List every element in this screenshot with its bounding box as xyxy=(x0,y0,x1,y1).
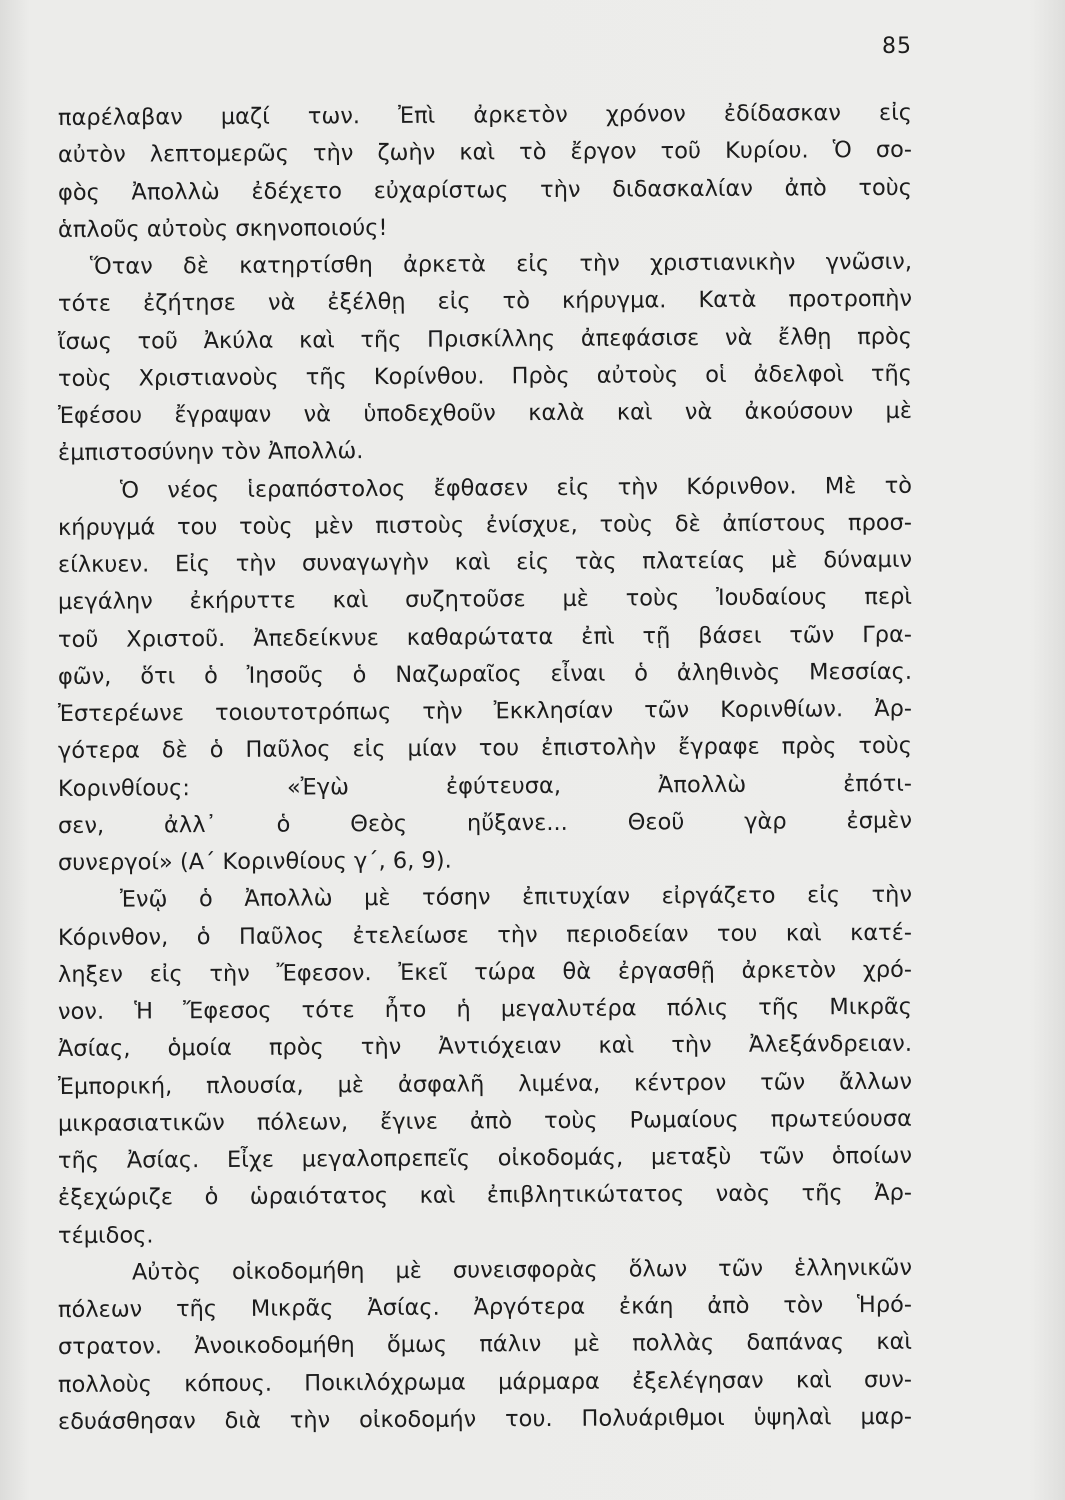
text-line: αὐτὸν λεπτομερῶς τὴν ζωὴν καὶ τὸ ἔργον τοῦ Κυρίου. Ὁ σο- xyxy=(57,137,913,169)
text-line: φὸς Ἀπολλὼ ἐδέχετο εὐχαρίστως τὴν διδασκαλίαν ἀπὸ τοὺς xyxy=(57,174,913,206)
text-line: μικρασιατικῶν πόλεων, ἔγινε ἀπὸ τοὺς Ρωμαίους πρωτεύουσα xyxy=(57,1105,913,1137)
text-line: ἐμπιστοσύνην τὸν Ἀπολλώ. xyxy=(57,438,364,467)
text-line: Ἐμπορική, πλουσία, μὲ ἀσφαλῆ λιμένα, κέντρον τῶν ἄλλων xyxy=(57,1068,913,1100)
text-line: Κόρινθον, ὁ Παῦλος ἐτελείωσε τὴν περιοδείαν του καὶ κατέ- xyxy=(57,919,913,951)
text-line: Κορινθίους: «Ἐγὼ ἐφύτευσα, Ἀπολλὼ ἐπότι- xyxy=(57,770,913,802)
text-line: ληξεν εἰς τὴν Ἔφεσον. Ἐκεῖ τώρα θὰ ἐργασθῇ ἀρκετὸν χρό- xyxy=(57,956,913,988)
text-line: κήρυγμά του τοὺς μὲν πιστοὺς ἐνίσχυε, τοὺς δὲ ἀπίστους προσ- xyxy=(57,509,913,541)
text-line: Αὐτὸς οἰκοδομήθη μὲ συνεισφορὰς ὅλων τῶν ἑλληνικῶν xyxy=(131,1254,913,1286)
text-line: φῶν, ὅτι ὁ Ἰησοῦς ὁ Ναζωραῖος εἶναι ὁ ἀληθινὸς Μεσσίας. xyxy=(57,658,913,690)
text-line: μεγάλην ἐκήρυττε καὶ συζητοῦσε μὲ τοὺς Ἰουδαίους περὶ xyxy=(57,584,913,616)
text-line: ἐξεχώριζε ὁ ὡραιότατος καὶ ἐπιβλητικώτατος ναὸς τῆς Ἀρ- xyxy=(57,1180,913,1212)
text-line: τότε ἐζήτησε νὰ ἐξέλθῃ εἰς τὸ κήρυγμα. Κατὰ προτροπὴν xyxy=(57,286,913,318)
text-line: ἴσως τοῦ Ἀκύλα καὶ τῆς Πρισκίλλης ἀπεφάσισε νὰ ἔλθῃ πρὸς xyxy=(57,323,913,355)
text-line: στρατον. Ἀνοικοδομήθη ὅμως πάλιν μὲ πολλὰς δαπάνας καὶ xyxy=(57,1329,913,1361)
text-line: Ἀσίας, ὁμοία πρὸς τὴν Ἀντιόχειαν καὶ τὴν Ἀλεξάνδρειαν. xyxy=(57,1031,913,1063)
text-line: νον. Ἡ Ἔφεσος τότε ἦτο ἡ μεγαλυτέρα πόλις τῆς Μικρᾶς xyxy=(57,993,913,1025)
text-line: τοῦ Χριστοῦ. Ἀπεδείκνυε καθαρώτατα ἐπὶ τῇ βάσει τῶν Γρα- xyxy=(57,621,913,653)
text-line: πόλεων τῆς Μικρᾶς Ἀσίας. Ἀργότερα ἐκάη ἀπὸ τὸν Ἡρό- xyxy=(57,1291,913,1323)
text-line: συνεργοί» (Α΄ Κορινθίους γ΄, 6, 9). xyxy=(57,847,452,876)
body-text xyxy=(58,100,912,1441)
text-line: ἁπλοῦς αὐτοὺς σκηνοποιούς! xyxy=(57,214,388,243)
text-line: σεν, ἀλλ᾽ ὁ Θεὸς ηὔξανε... Θεοῦ γὰρ ἐσμὲν xyxy=(57,807,913,839)
text-line: Ἐστερέωνε τοιουτοτρόπως τὴν Ἐκκλησίαν τῶν Κορινθίων. Ἀρ- xyxy=(57,695,913,727)
text-line: τῆς Ἀσίας. Εἶχε μεγαλοπρεπεῖς οἰκοδομάς, μεταξὺ τῶν ὁποίων xyxy=(57,1142,913,1174)
text-line: γότερα δὲ ὁ Παῦλος εἰς μίαν του ἐπιστολὴν ἔγραφε πρὸς τοὺς xyxy=(57,733,913,765)
text-line: Ἐφέσου ἔγραψαν νὰ ὑποδεχθοῦν καλὰ καὶ νὰ ἀκούσουν μὲ xyxy=(57,397,913,429)
text-line: πολλοὺς κόπους. Ποικιλόχρωμα μάρμαρα ἐξελέγησαν καὶ συν- xyxy=(57,1366,913,1398)
text-line: είλκυεν. Εἰς τὴν συναγωγὴν καὶ εἰς τὰς πλατείας μὲ δύναμιν xyxy=(57,546,913,578)
text-line: τέμιδος. xyxy=(57,1221,154,1249)
page-number: 85 xyxy=(882,34,912,59)
text-line: εδυάσθησαν διὰ τὴν οἰκοδομήν του. Πολυάριθμοι ὑψηλαὶ μαρ- xyxy=(57,1403,913,1435)
text-line: παρέλαβαν μαζί των. Ἐπὶ ἀρκετὸν χρόνον ἐδίδασκαν εἰς xyxy=(57,99,913,131)
text-line: Ὅταν δὲ κατηρτίσθη ἀρκετὰ εἰς τὴν χριστιανικὴν γνῶσιν, xyxy=(89,248,913,280)
text-line: Ἐνῷ ὁ Ἀπολλὼ μὲ τόσην ἐπιτυχίαν εἰργάζετο εἰς τὴν xyxy=(119,882,913,913)
text-line: Ὁ νέος ἱεραπόστολος ἔφθασεν εἰς τὴν Κόρινθον. Μὲ τὸ xyxy=(119,472,913,504)
text-line: τοὺς Χριστιανοὺς τῆς Κορίνθου. Πρὸς αὐτοὺς οἱ ἀδελφοὶ τῆς xyxy=(57,360,913,392)
